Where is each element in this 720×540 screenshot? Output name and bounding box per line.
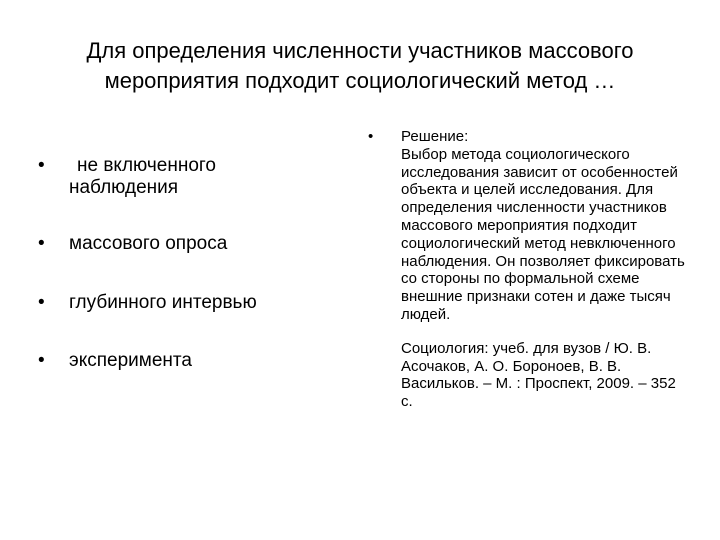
solution-text: Выбор метода социологического исследования зависит от особенностей объекта и целей исследования. Для определения численности участников массового мероприятия подходит социологический метод невключенного наблюдения. Он позволяет фиксировать со стороны по формальной схеме внешние признаки сотен и даже тысяч людей. xyxy=(401,145,685,323)
option-mass-survey xyxy=(38,233,227,255)
title-line-1: Для определения численности участников массового xyxy=(86,38,634,63)
solution-body xyxy=(401,128,688,411)
bullet: • xyxy=(38,233,45,254)
bullet: • xyxy=(368,128,374,145)
bullet: • xyxy=(38,350,45,371)
solution-block xyxy=(368,128,688,411)
option-in-depth-interview xyxy=(38,292,257,314)
bullet: • xyxy=(38,155,45,176)
option-nonparticipant-observation xyxy=(38,155,216,199)
solution-heading: Решение: xyxy=(401,128,469,145)
option-text: эксперимента xyxy=(69,350,192,371)
option-text-line-1: не включенного xyxy=(77,155,216,176)
option-text: глубинного интервью xyxy=(69,292,257,313)
citation: Социология: учеб. для вузов / Ю. В. Асочаков, А. О. Бороноев, В. В. Васильков. – М. : Проспект, 2009. – 352 с. xyxy=(401,339,676,411)
title-line-2: мероприятия подходит социологический метод … xyxy=(104,68,616,93)
option-experiment xyxy=(38,350,192,372)
option-text: массового опроса xyxy=(69,233,228,254)
option-text-line-2: наблюдения xyxy=(69,177,179,198)
bullet: • xyxy=(38,292,45,313)
